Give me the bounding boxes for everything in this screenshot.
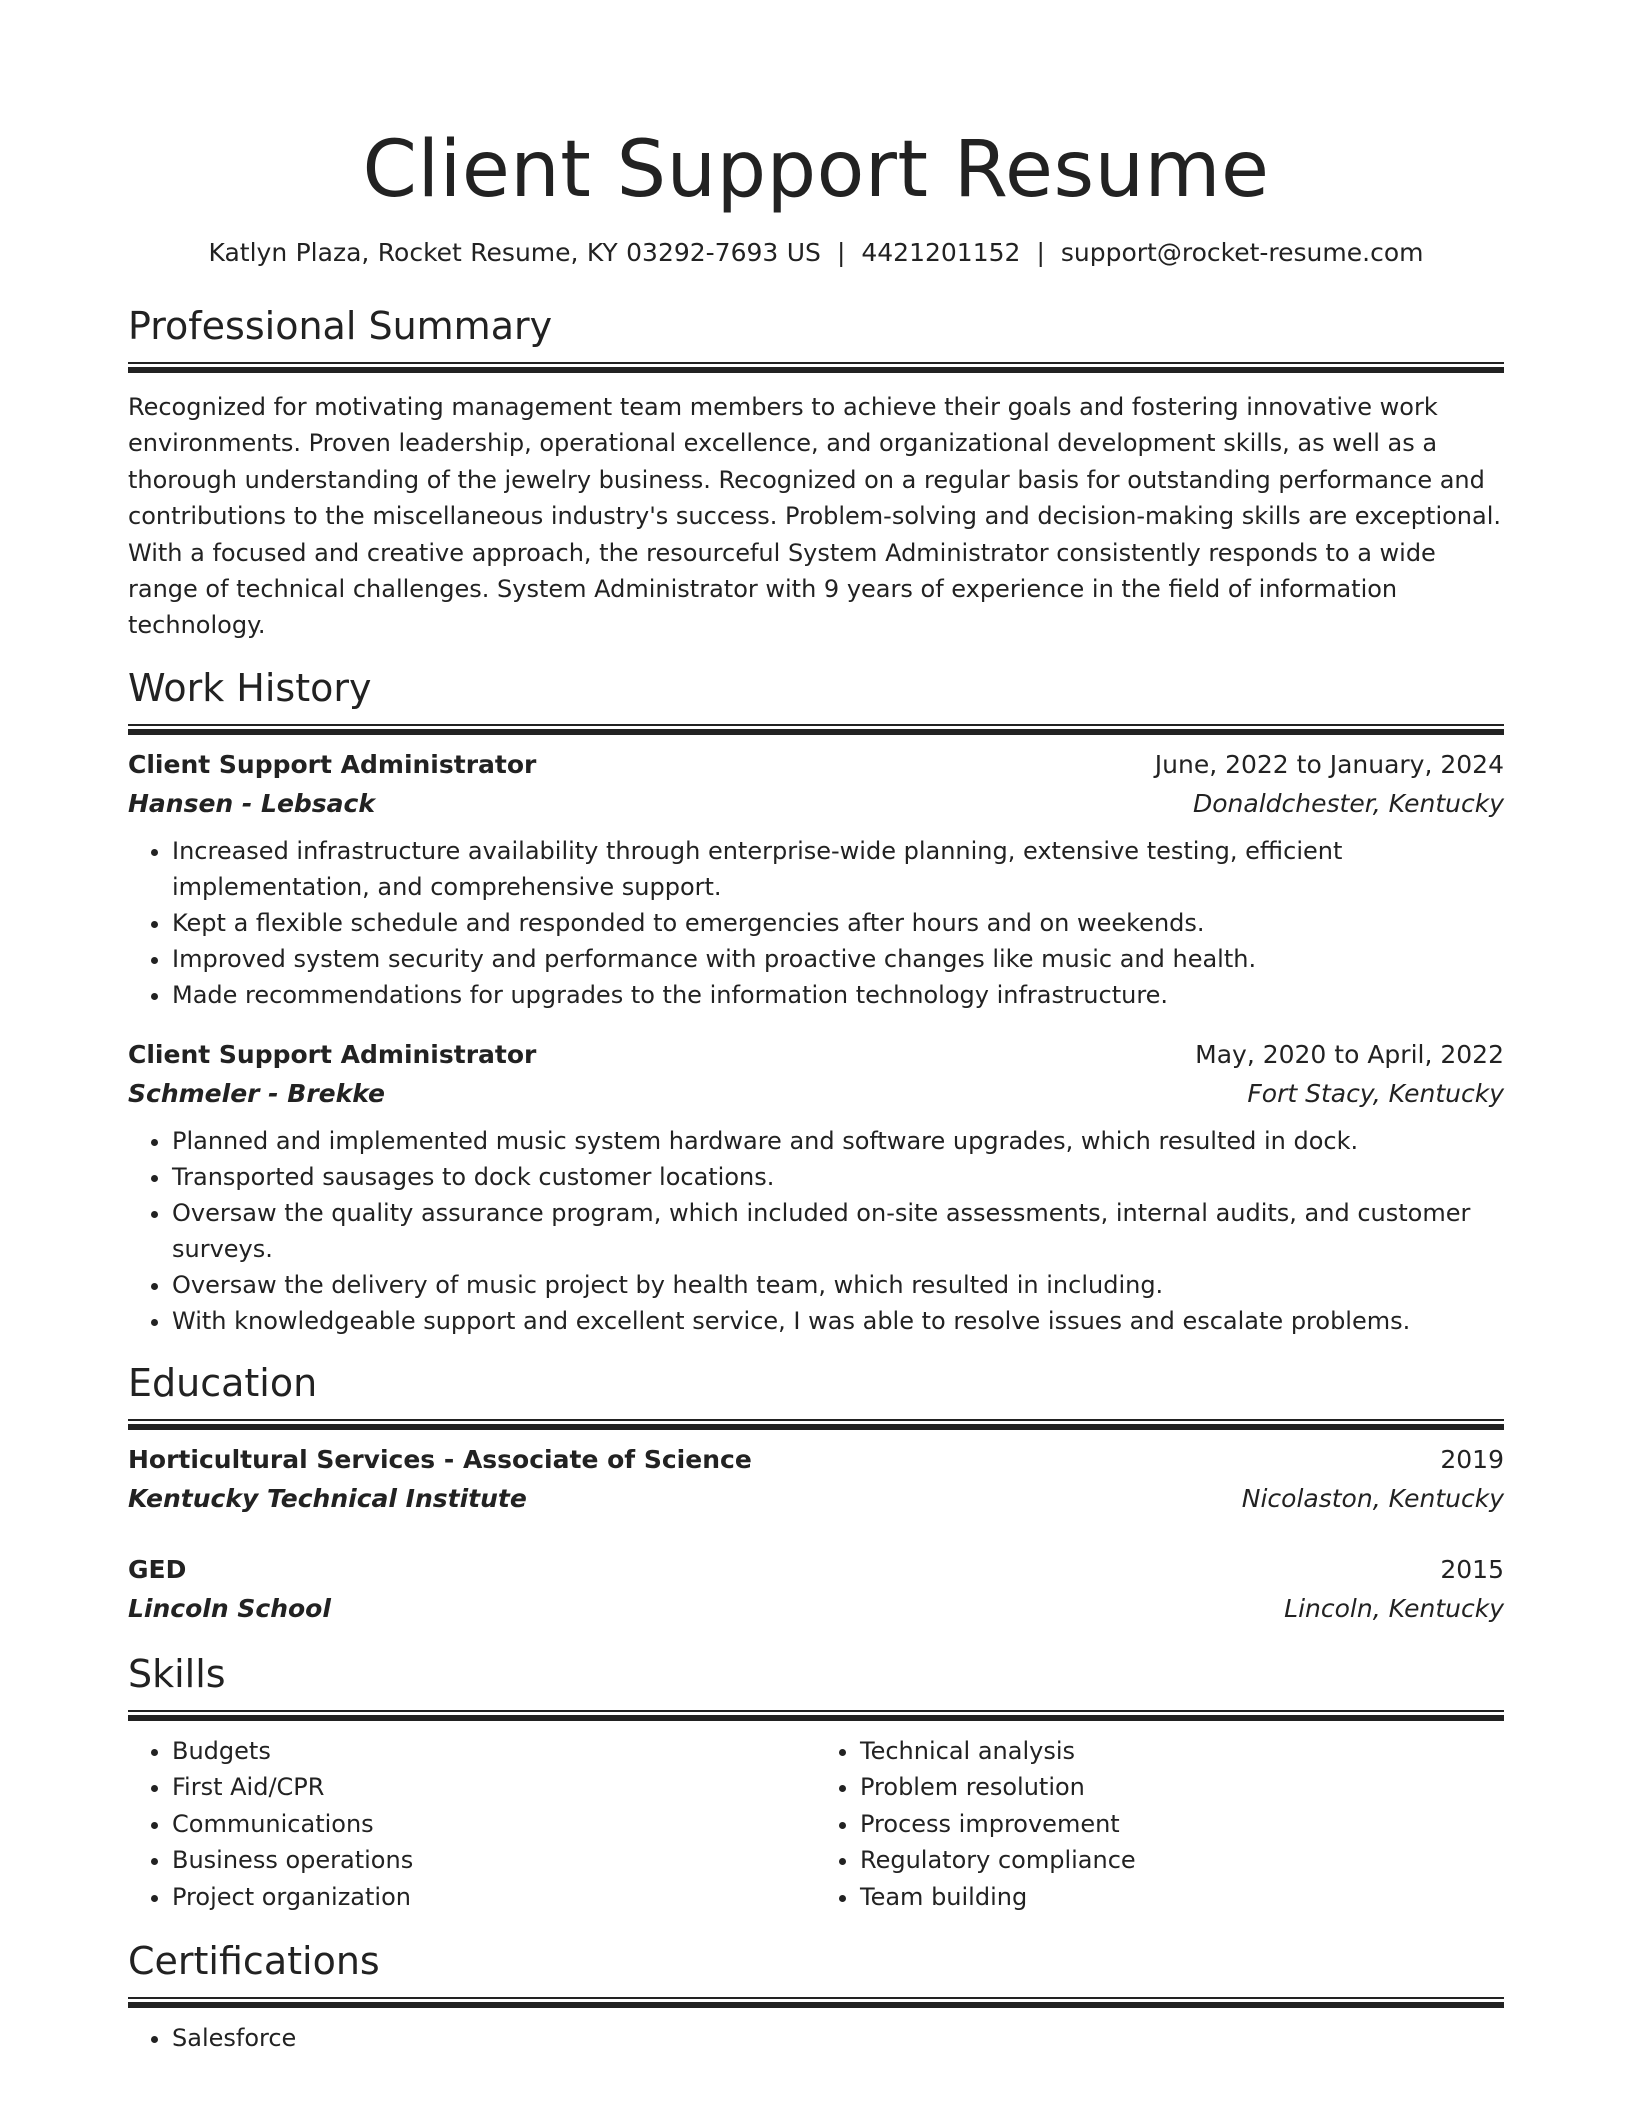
degree-name: Horticultural Services - Associate of Science bbox=[128, 1444, 752, 1474]
section-divider bbox=[128, 362, 1504, 373]
skills-list-left bbox=[128, 1733, 816, 1916]
education-section bbox=[128, 1357, 1504, 1628]
contact-phone: 4421201152 bbox=[861, 238, 1021, 267]
certification-item: • Salesforce bbox=[172, 2020, 1504, 2056]
school-location: Lincoln, Kentucky bbox=[1284, 1593, 1504, 1623]
certifications-section bbox=[128, 1935, 1504, 2056]
education-entry bbox=[128, 1440, 1504, 1518]
list-item: • Made recommendations for upgrades to the information technology infrastructure. bbox=[172, 977, 1504, 1013]
job-entry bbox=[128, 745, 1504, 1013]
section-heading-skills: Skills bbox=[128, 1651, 226, 1696]
section-heading-summary: Professional Summary bbox=[128, 304, 553, 348]
skills-section bbox=[128, 1648, 1504, 1916]
school-location: Nicolaston, Kentucky bbox=[1241, 1483, 1504, 1513]
section-divider bbox=[128, 1997, 1504, 2008]
summary-section bbox=[128, 300, 1504, 644]
list-item: • Transported sausages to dock customer locations. bbox=[172, 1159, 1504, 1195]
skills-list-right bbox=[816, 1733, 1504, 1916]
summary-text: Recognized for motivating management team members to achieve their goals and fostering innovative work environments. Proven leadership, operational excellence, and organizational development skills, as well as a thorough understanding of the jewelry business. Recognized on a regular basis for outstanding performance and contributions to the miscellaneous industry's success. Problem-solving and decision-making skills are exceptional. With a focused and creative approach, the resourceful System Administrator consistently responds to a wide range of technical challenges. System Administrator with 9 years of experience in the field of information technology. bbox=[128, 393, 1502, 640]
section-divider bbox=[128, 724, 1504, 735]
skill-item: • Process improvement bbox=[860, 1806, 1504, 1843]
list-item: • Oversaw the delivery of music project by health team, which resulted in including. bbox=[172, 1267, 1504, 1303]
contact-separator: | bbox=[1036, 238, 1045, 267]
section-divider bbox=[128, 1419, 1504, 1430]
skill-item: • Project organization bbox=[172, 1879, 816, 1916]
skill-item: • Team building bbox=[860, 1879, 1504, 1916]
section-heading-education: Education bbox=[128, 1360, 318, 1405]
education-entry bbox=[128, 1550, 1504, 1628]
employer-name: Hansen - Lebsack bbox=[128, 788, 375, 818]
list-item: • Improved system security and performance with proactive changes like music and health. bbox=[172, 941, 1504, 977]
employer-name: Schmeler - Brekke bbox=[128, 1078, 385, 1108]
job-location: Donaldchester, Kentucky bbox=[1193, 788, 1504, 818]
skill-item: • Communications bbox=[172, 1806, 816, 1843]
school-name: Lincoln School bbox=[128, 1593, 331, 1623]
list-item: • Kept a flexible schedule and responded to emergencies after hours and on weekends. bbox=[172, 905, 1504, 941]
section-divider bbox=[128, 1710, 1504, 1721]
contact-email: support@rocket-resume.com bbox=[1060, 238, 1424, 267]
work-history-section bbox=[128, 662, 1504, 1339]
resume-title: Client Support Resume bbox=[362, 125, 1270, 215]
school-name: Kentucky Technical Institute bbox=[128, 1483, 527, 1513]
job-title: Client Support Administrator bbox=[128, 749, 537, 779]
skill-item: • Regulatory compliance bbox=[860, 1842, 1504, 1879]
skills-grid bbox=[128, 1733, 1504, 1916]
job-dates: May, 2020 to April, 2022 bbox=[1195, 1039, 1504, 1069]
job-dates: June, 2022 to January, 2024 bbox=[1154, 749, 1504, 779]
job-entry bbox=[128, 1035, 1504, 1339]
job-duties-list bbox=[128, 833, 1504, 1013]
list-item: • With knowledgeable support and excellent service, I was able to resolve issues and escalate problems. bbox=[172, 1303, 1504, 1339]
skill-item: • Technical analysis bbox=[860, 1733, 1504, 1770]
contact-separator: | bbox=[836, 238, 846, 267]
skill-item: • Business operations bbox=[172, 1842, 816, 1879]
graduation-year: 2015 bbox=[1440, 1554, 1504, 1584]
graduation-year: 2019 bbox=[1440, 1444, 1504, 1474]
degree-name: GED bbox=[128, 1554, 187, 1584]
skill-item: • Problem resolution bbox=[860, 1769, 1504, 1806]
skill-item: • Budgets bbox=[172, 1733, 816, 1770]
section-heading-work: Work History bbox=[128, 665, 372, 710]
job-location: Fort Stacy, Kentucky bbox=[1247, 1078, 1504, 1108]
list-item: • Oversaw the quality assurance program, which included on-site assessments, internal audits, and customer surveys. bbox=[172, 1195, 1504, 1267]
job-title: Client Support Administrator bbox=[128, 1039, 537, 1069]
certifications-list bbox=[128, 2020, 1504, 2056]
job-duties-list bbox=[128, 1123, 1504, 1339]
list-item: • Increased infrastructure availability through enterprise-wide planning, extensive testing, efficient implementation, and comprehensive support. bbox=[172, 833, 1504, 905]
skill-item: • First Aid/CPR bbox=[172, 1769, 816, 1806]
list-item: • Planned and implemented music system hardware and software upgrades, which resulted in dock. bbox=[172, 1123, 1504, 1159]
section-heading-certifications: Certifications bbox=[128, 1939, 380, 1984]
contact-address: Katlyn Plaza, Rocket Resume, KY 03292-7693 US bbox=[208, 238, 821, 267]
contact-line bbox=[128, 236, 1504, 270]
